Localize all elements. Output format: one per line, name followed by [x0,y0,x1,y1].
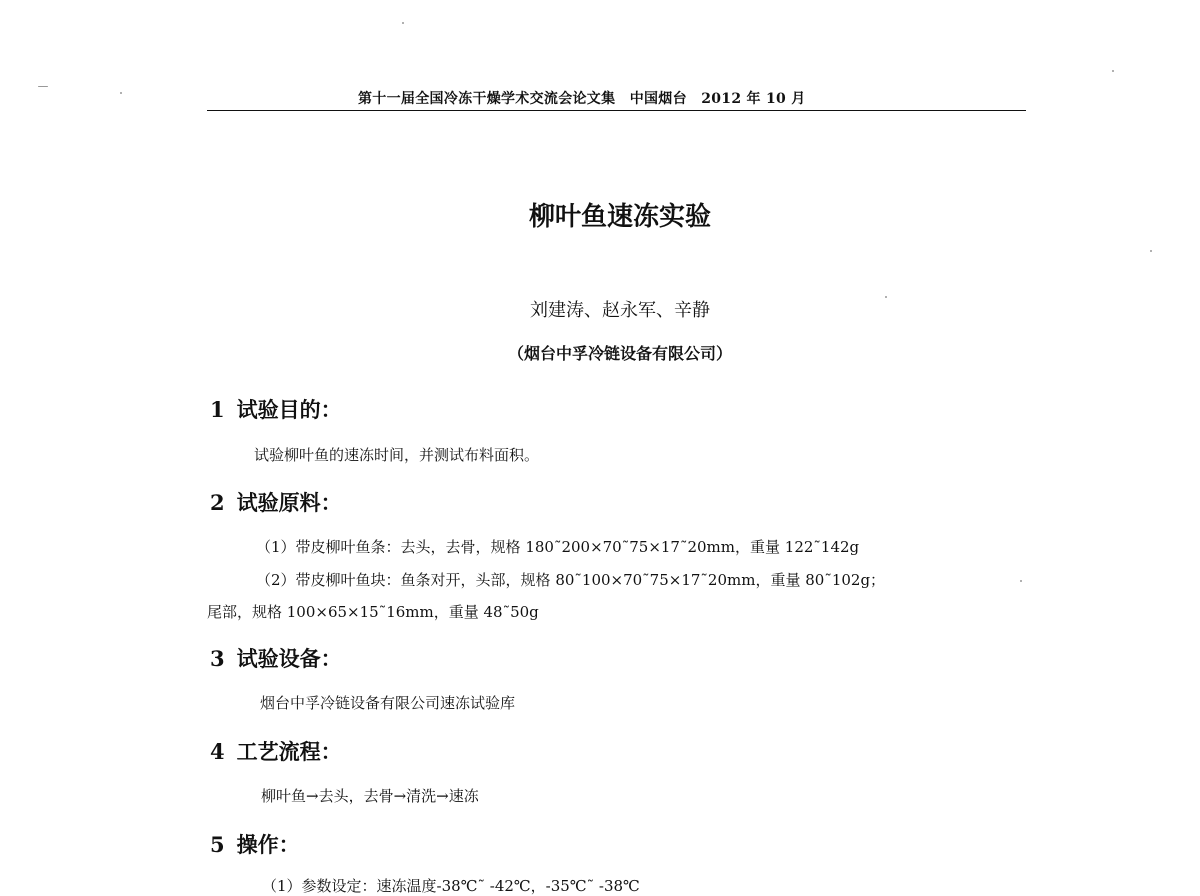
section-heading-5 [210,829,300,859]
section-number: 4 [210,739,225,764]
section-title: 试验设备： [236,646,342,671]
paragraph-line: 柳叶鱼→去头，去骨→清洗→速冻 [261,787,479,805]
scan-speck [1150,250,1152,252]
scan-speck [38,86,48,87]
paragraph-line: 烟台中孚冷链设备有限公司速冻试验库 [260,694,516,712]
scan-speck [885,296,887,298]
section-title: 试验原料： [236,490,342,515]
section-heading-3 [210,643,342,673]
scan-speck [120,92,122,94]
paragraph-line: （2）带皮柳叶鱼块：鱼条对开，头部，规格 80˜100×70˜75×17˜20mm，重量 80˜102g； [256,571,886,589]
scan-speck [402,22,404,24]
running-header: 第十一届全国冷冻干燥学术交流会论文集 中国烟台 2012 年 10 月 [358,91,806,107]
paragraph-line: （1）参数设定：速冻温度-38℃˜ -42℃，-35℃˜ -38℃ [262,877,640,895]
section-number: 1 [210,397,225,422]
section-title: 工艺流程： [236,739,342,764]
scan-speck [1020,580,1022,582]
section-title: 试验目的： [236,397,342,422]
section-heading-4 [210,736,342,766]
section-number: 5 [210,832,225,857]
section-heading-1 [210,394,342,424]
paper-title: 柳叶鱼速冻实验 [528,202,711,232]
section-title: 操作： [236,832,300,857]
section-number: 2 [210,490,225,515]
scan-speck [1112,70,1114,72]
paragraph-line: （1）带皮柳叶鱼条：去头，去骨，规格 180˜200×70˜75×17˜20mm，重量 122˜142g [256,538,860,556]
section-heading-2 [210,487,342,517]
paper-authors: 刘建涛、赵永军、辛静 [530,300,710,321]
paragraph-line: 尾部，规格 100×65×15˜16mm，重量 48˜50g [207,603,539,621]
header-rule [207,110,1026,111]
paper-affiliation: （烟台中孚冷链设备有限公司） [507,344,732,363]
section-number: 3 [210,646,225,671]
paragraph-line: 试验柳叶鱼的速冻时间，并测试布料面积。 [254,446,540,464]
